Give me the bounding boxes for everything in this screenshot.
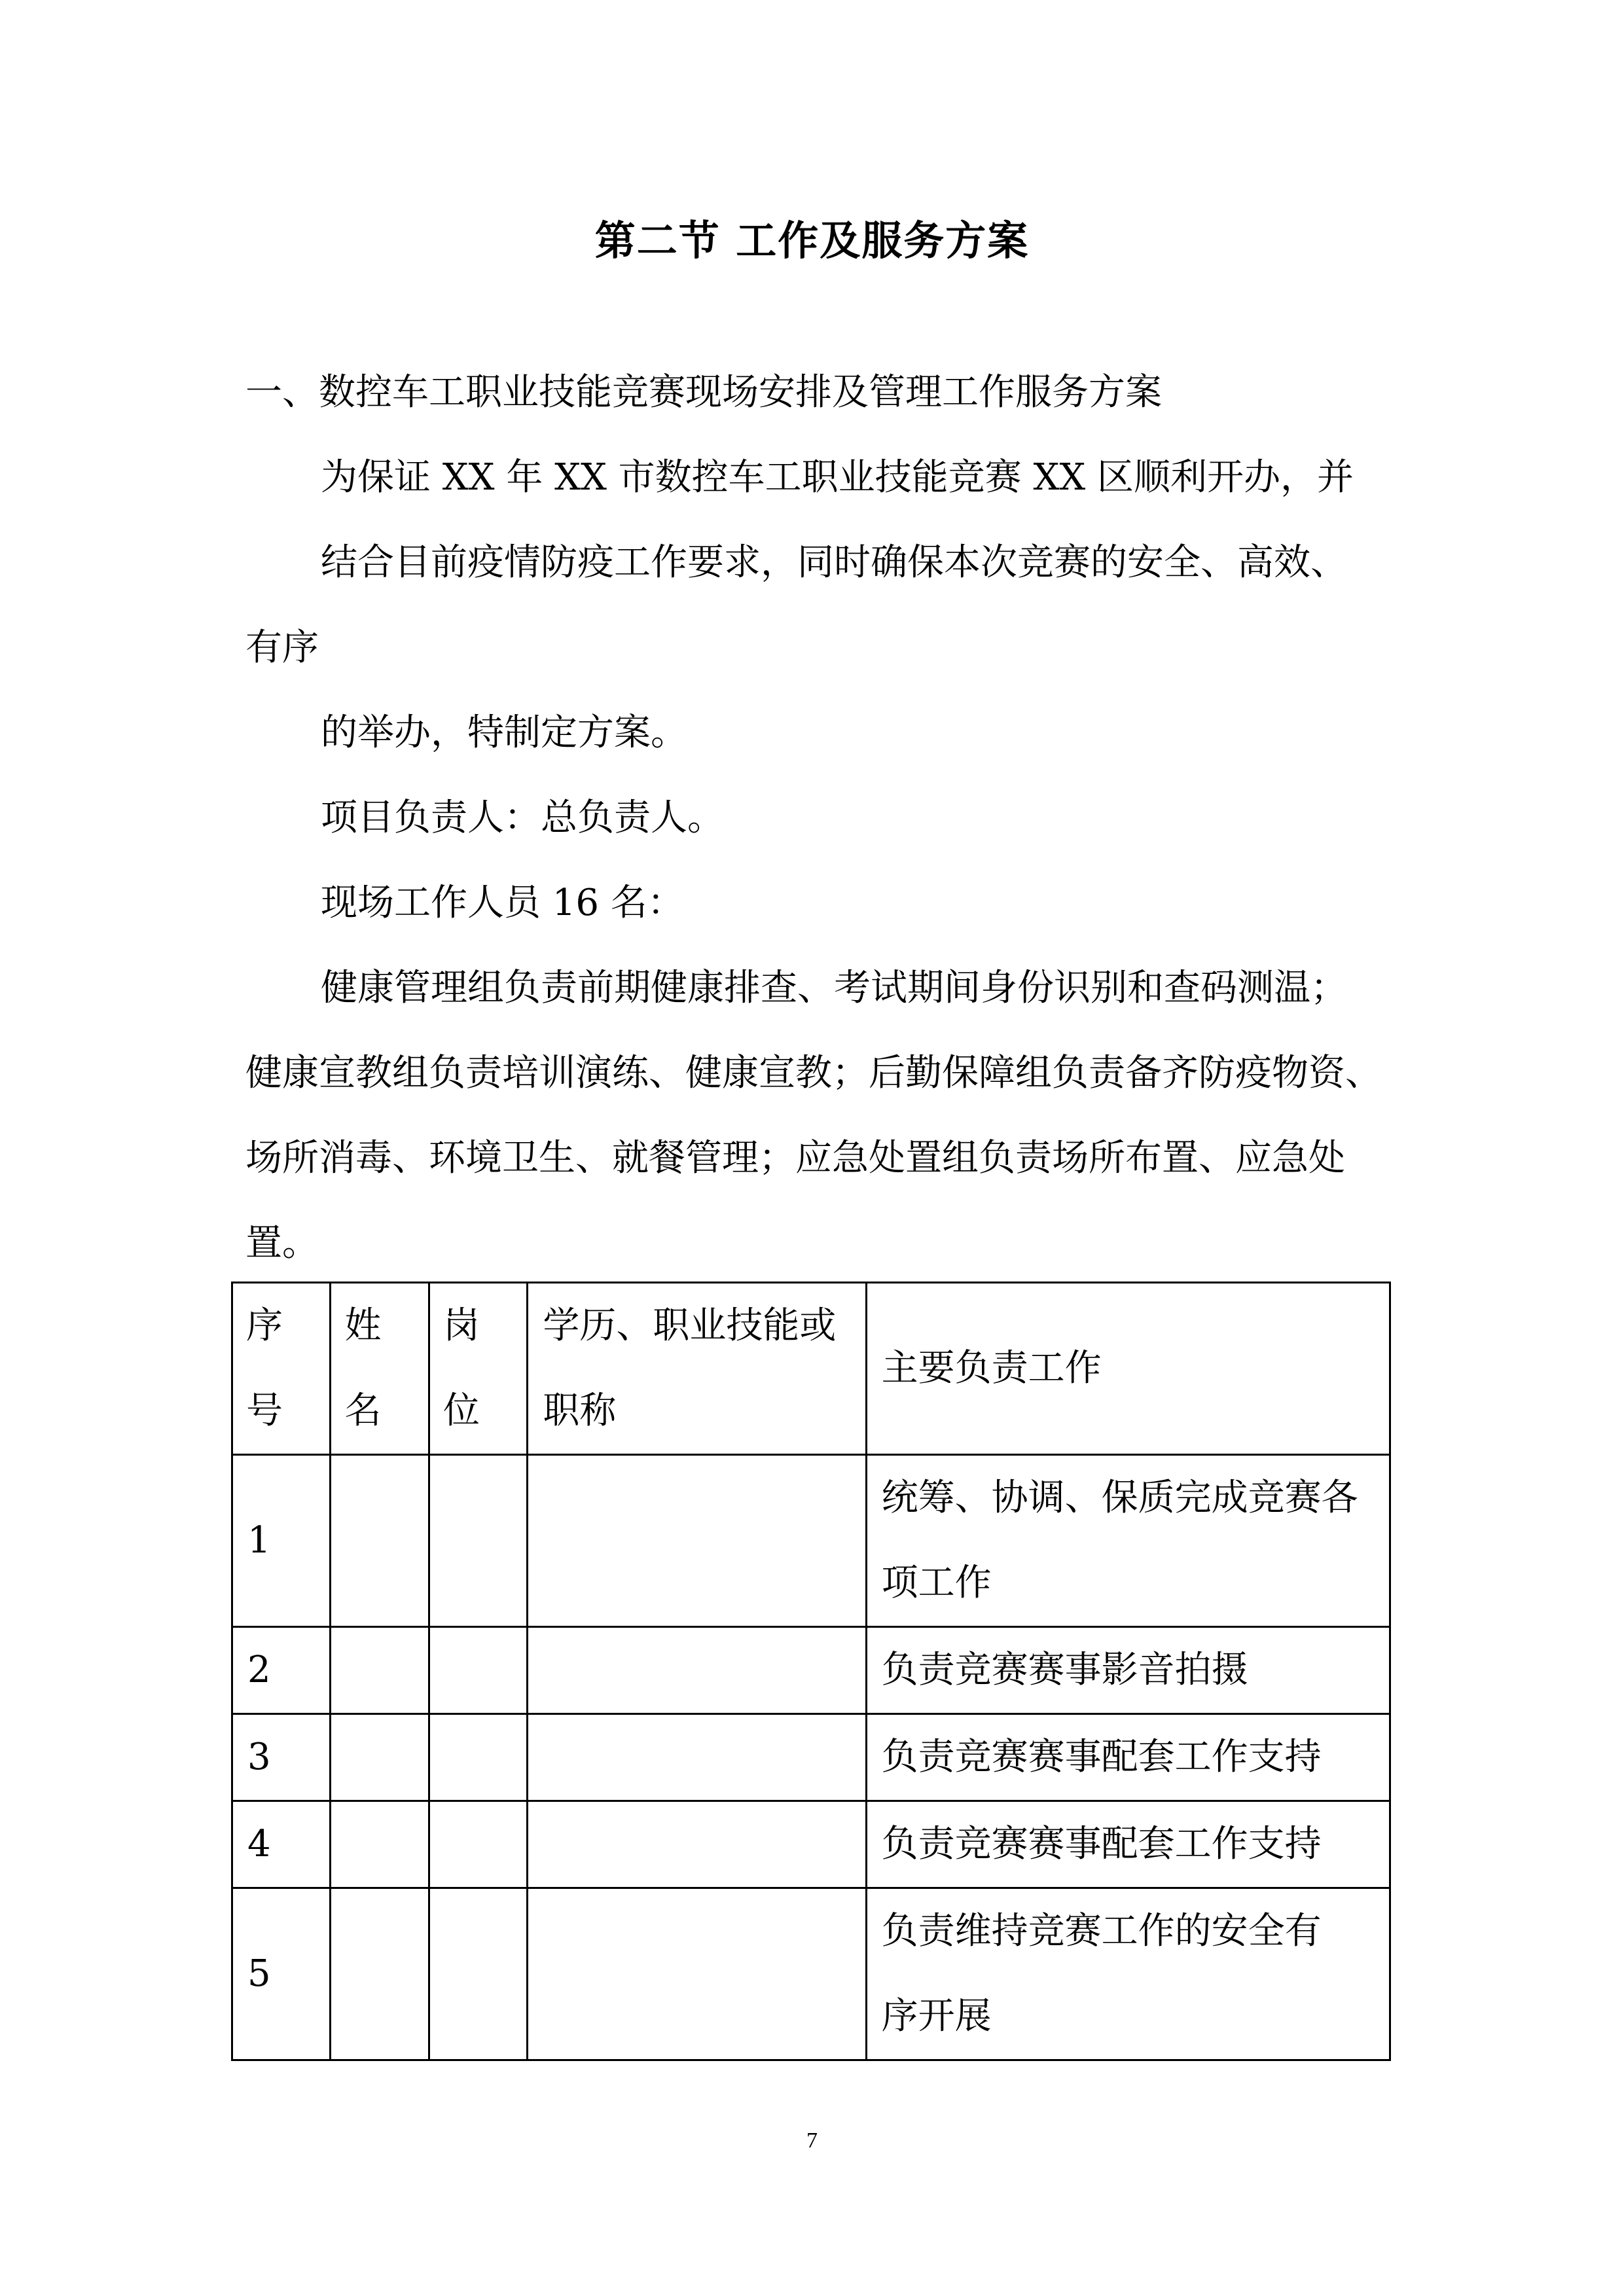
table-row bbox=[232, 1714, 1390, 1801]
table-row bbox=[232, 1888, 1390, 2060]
header-qualification-line-2: 职称 bbox=[543, 1390, 617, 1432]
cell-qualification bbox=[528, 1455, 866, 1627]
header-qualification bbox=[528, 1283, 866, 1455]
cell-name bbox=[331, 1801, 429, 1888]
cell-seq: 2 bbox=[232, 1627, 331, 1714]
page-number: 7 bbox=[806, 2128, 818, 2153]
group-duties-line-3: 场所消毒、环境卫生、就餐管理；应急处置组负责场所布置、应急处 bbox=[245, 1137, 1345, 1179]
cell-seq: 3 bbox=[232, 1714, 331, 1801]
cell-post bbox=[429, 1627, 527, 1714]
page-title: 第二节 工作及服务方案 bbox=[594, 217, 1030, 264]
cell-post bbox=[429, 1714, 527, 1801]
cell-duty bbox=[866, 1455, 1390, 1627]
cell-name bbox=[331, 1455, 429, 1627]
header-post-line-1: 岗 bbox=[442, 1304, 480, 1347]
cell-qualification bbox=[528, 1888, 866, 2060]
staff-count-text: 现场工作人员 16 名： bbox=[321, 882, 684, 924]
header-name-line-2: 名 bbox=[344, 1390, 382, 1432]
table-row bbox=[232, 1455, 1390, 1627]
cell-qualification bbox=[528, 1714, 866, 1801]
group-duties-line-4: 置。 bbox=[245, 1222, 319, 1265]
paragraph-intro-line-1: 为保证 XX 年 XX 市数控车工职业技能竞赛 XX 区顺利开办，并 bbox=[321, 456, 1354, 499]
cell-seq: 4 bbox=[232, 1801, 331, 1888]
table-header-row bbox=[232, 1283, 1390, 1455]
cell-qualification bbox=[528, 1627, 866, 1714]
cell-duty-line-1: 负责维持竞赛工作的安全有 bbox=[881, 1910, 1322, 1952]
group-duties-line-1: 健康管理组负责前期健康排查、考试期间身份识别和查码测温； bbox=[321, 967, 1347, 1009]
header-duty: 主要负责工作 bbox=[866, 1283, 1390, 1455]
header-post bbox=[429, 1283, 527, 1455]
cell-seq: 5 bbox=[232, 1888, 331, 2060]
header-post-line-2: 位 bbox=[442, 1390, 480, 1432]
cell-seq: 1 bbox=[232, 1455, 331, 1627]
cell-name bbox=[331, 1888, 429, 2060]
project-lead-text: 项目负责人：总负责人。 bbox=[321, 797, 724, 839]
cell-name bbox=[331, 1714, 429, 1801]
cell-duty-line-2: 序开展 bbox=[881, 1995, 992, 2037]
table-row bbox=[232, 1801, 1390, 1888]
header-name bbox=[331, 1283, 429, 1455]
paragraph-intro-line-3: 有序 bbox=[245, 626, 319, 669]
staff-table bbox=[231, 1282, 1391, 2061]
paragraph-intro-line-2: 结合目前疫情防疫工作要求，同时确保本次竞赛的安全、高效、 bbox=[321, 541, 1347, 584]
header-qualification-line-1: 学历、职业技能或 bbox=[543, 1304, 837, 1347]
cell-duty: 负责竞赛赛事配套工作支持 bbox=[866, 1714, 1390, 1801]
cell-duty bbox=[866, 1888, 1390, 2060]
cell-post bbox=[429, 1888, 527, 2060]
header-seq-line-2: 号 bbox=[246, 1390, 283, 1432]
cell-duty: 负责竞赛赛事影音拍摄 bbox=[866, 1627, 1390, 1714]
paragraph-intro-line-4: 的举办，特制定方案。 bbox=[321, 711, 687, 754]
group-duties-line-2: 健康宣教组负责培训演练、健康宣教；后勤保障组负责备齐防疫物资、 bbox=[245, 1052, 1382, 1094]
cell-post bbox=[429, 1455, 527, 1627]
header-name-line-1: 姓 bbox=[344, 1304, 382, 1347]
cell-duty-line-1: 统筹、协调、保质完成竞赛各 bbox=[881, 1477, 1358, 1519]
header-seq bbox=[232, 1283, 331, 1455]
header-seq-line-1: 序 bbox=[246, 1304, 283, 1347]
section-heading: 一、数控车工职业技能竞赛现场安排及管理工作服务方案 bbox=[245, 371, 1162, 414]
cell-qualification bbox=[528, 1801, 866, 1888]
table-row bbox=[232, 1627, 1390, 1714]
cell-duty-line-2: 项工作 bbox=[881, 1562, 992, 1604]
cell-duty: 负责竞赛赛事配套工作支持 bbox=[866, 1801, 1390, 1888]
cell-post bbox=[429, 1801, 527, 1888]
cell-name bbox=[331, 1627, 429, 1714]
